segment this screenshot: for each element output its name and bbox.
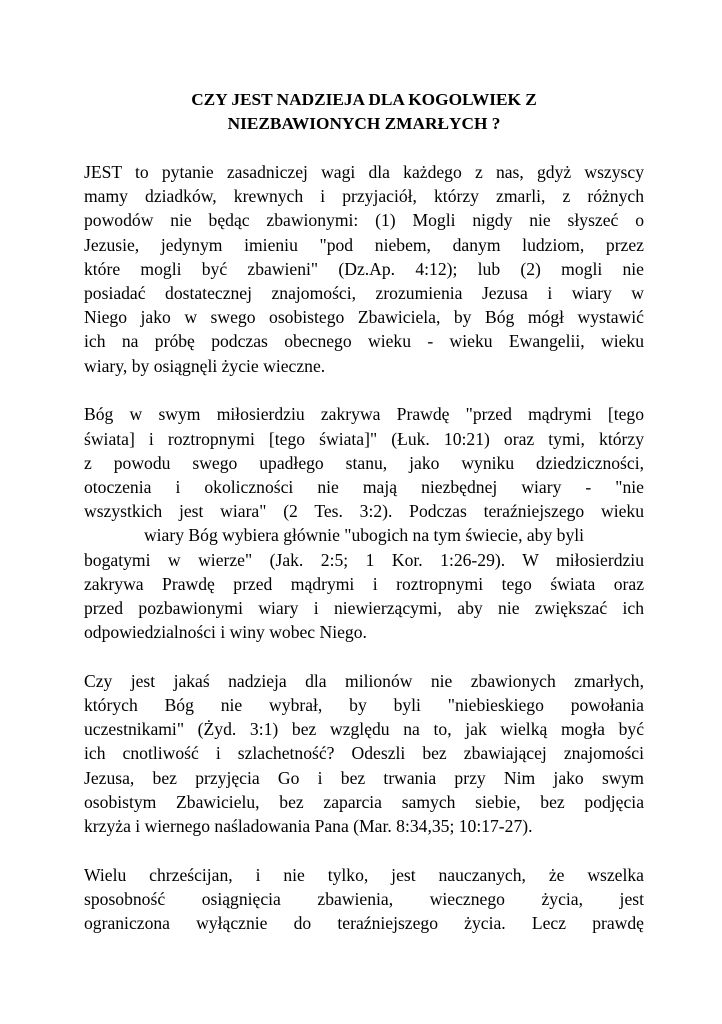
text-line: świata] i roztropnymi [tego świata]" (Łuk. 10:21) oraz tymi, którzy — [84, 428, 644, 449]
text-line: ograniczona wyłącznie do teraźniejszego życia. Lecz prawdę — [84, 913, 644, 934]
text-line: wiary Bóg wybiera głównie "ubogich na tym świecie, aby byli — [143, 525, 585, 546]
text-line: powodów nie będąc zbawionymi: (1) Mogli nigdy nie słyszeć o — [84, 210, 644, 231]
title-line: CZY JEST NADZIEJA DLA KOGOLWIEK Z — [191, 90, 537, 109]
text-line: osobistym Zbawicielu, bez zaparcia samych siebie, bez podjęcia — [84, 791, 644, 812]
paragraph — [84, 863, 644, 936]
document-page — [84, 88, 644, 960]
paragraph — [84, 669, 644, 838]
title-line: NIEZBAWIONYCH ZMARŁYCH ? — [227, 114, 501, 133]
text-line: JEST to pytanie zasadniczej wagi dla każdego z nas, gdyż wszyscy — [84, 162, 644, 182]
text-line: Czy jest jakaś nadzieja dla milionów nie zbawionych zmarłych, — [84, 670, 644, 691]
text-line: krzyża i wiernego naśladowania Pana (Mar. 8:34,35; 10:17-27). — [84, 816, 533, 837]
text-line: których Bóg nie wybrał, by byli "niebieskiego powołania — [84, 695, 644, 716]
text-line: mamy dziadków, krewnych i przyjaciół, którzy zmarli, z różnych — [84, 186, 644, 207]
text-line: sposobność osiągnięcia zbawienia, wiecznego życia, jest — [84, 888, 644, 909]
text-line: Bóg w swym miłosierdziu zakrywa Prawdę "przed mądrymi [tego — [84, 404, 644, 425]
text-line: posiadać dostatecznej znajomości, zrozumienia Jezusa i wiary w — [84, 283, 644, 304]
paragraph — [84, 402, 644, 644]
text-line: Niego jako w swego osobistego Zbawiciela, by Bóg mógł wystawić — [84, 307, 644, 328]
text-line: przed pozbawionymi wiary i niewierzącymi, aby nie zwiększać ich — [84, 597, 644, 618]
text-line: Jezusie, jedynym imieniu "pod niebem, danym ludziom, przez — [84, 234, 644, 255]
text-line: z powodu swego upadłego stanu, jako wyniku dziedziczności, — [84, 452, 644, 473]
text-line: ich na próbę podczas obecnego wieku - wieku Ewangelii, wieku — [84, 331, 644, 352]
text-line: wszystkich jest wiara" (2 Tes. 3:2). Podczas teraźniejszego wieku — [84, 501, 644, 522]
text-line: odpowiedzialności i winy wobec Niego. — [84, 622, 367, 643]
text-line: wiary, by osiągnęli życie wieczne. — [84, 355, 326, 376]
text-line: otoczenia i okoliczności nie mają niezbędnej wiary - "nie — [84, 476, 644, 497]
text-line: ich cnotliwość i szlachetność? Odeszli bez zbawiającej znajomości — [84, 743, 644, 764]
text-line: uczestnikami" (Żyd. 3:1) bez względu na to, jak wielką mogła być — [84, 719, 644, 740]
text-line: Jezusa, bez przyjęcia Go i bez trwania przy Nim jako swym — [84, 767, 644, 788]
text-line: które mogli być zbawieni" (Dz.Ap. 4:12); lub (2) mogli nie — [84, 258, 644, 279]
paragraph — [84, 160, 644, 378]
document-title — [84, 88, 644, 136]
text-line: zakrywa Prawdę przed mądrymi i roztropnymi tego świata oraz — [84, 573, 644, 594]
text-line: Wielu chrześcijan, i nie tylko, jest nauczanych, że wszelka — [84, 864, 644, 885]
text-line: bogatymi w wierze" (Jak. 2:5; 1 Kor. 1:26-29). W miłosierdziu — [84, 549, 644, 570]
